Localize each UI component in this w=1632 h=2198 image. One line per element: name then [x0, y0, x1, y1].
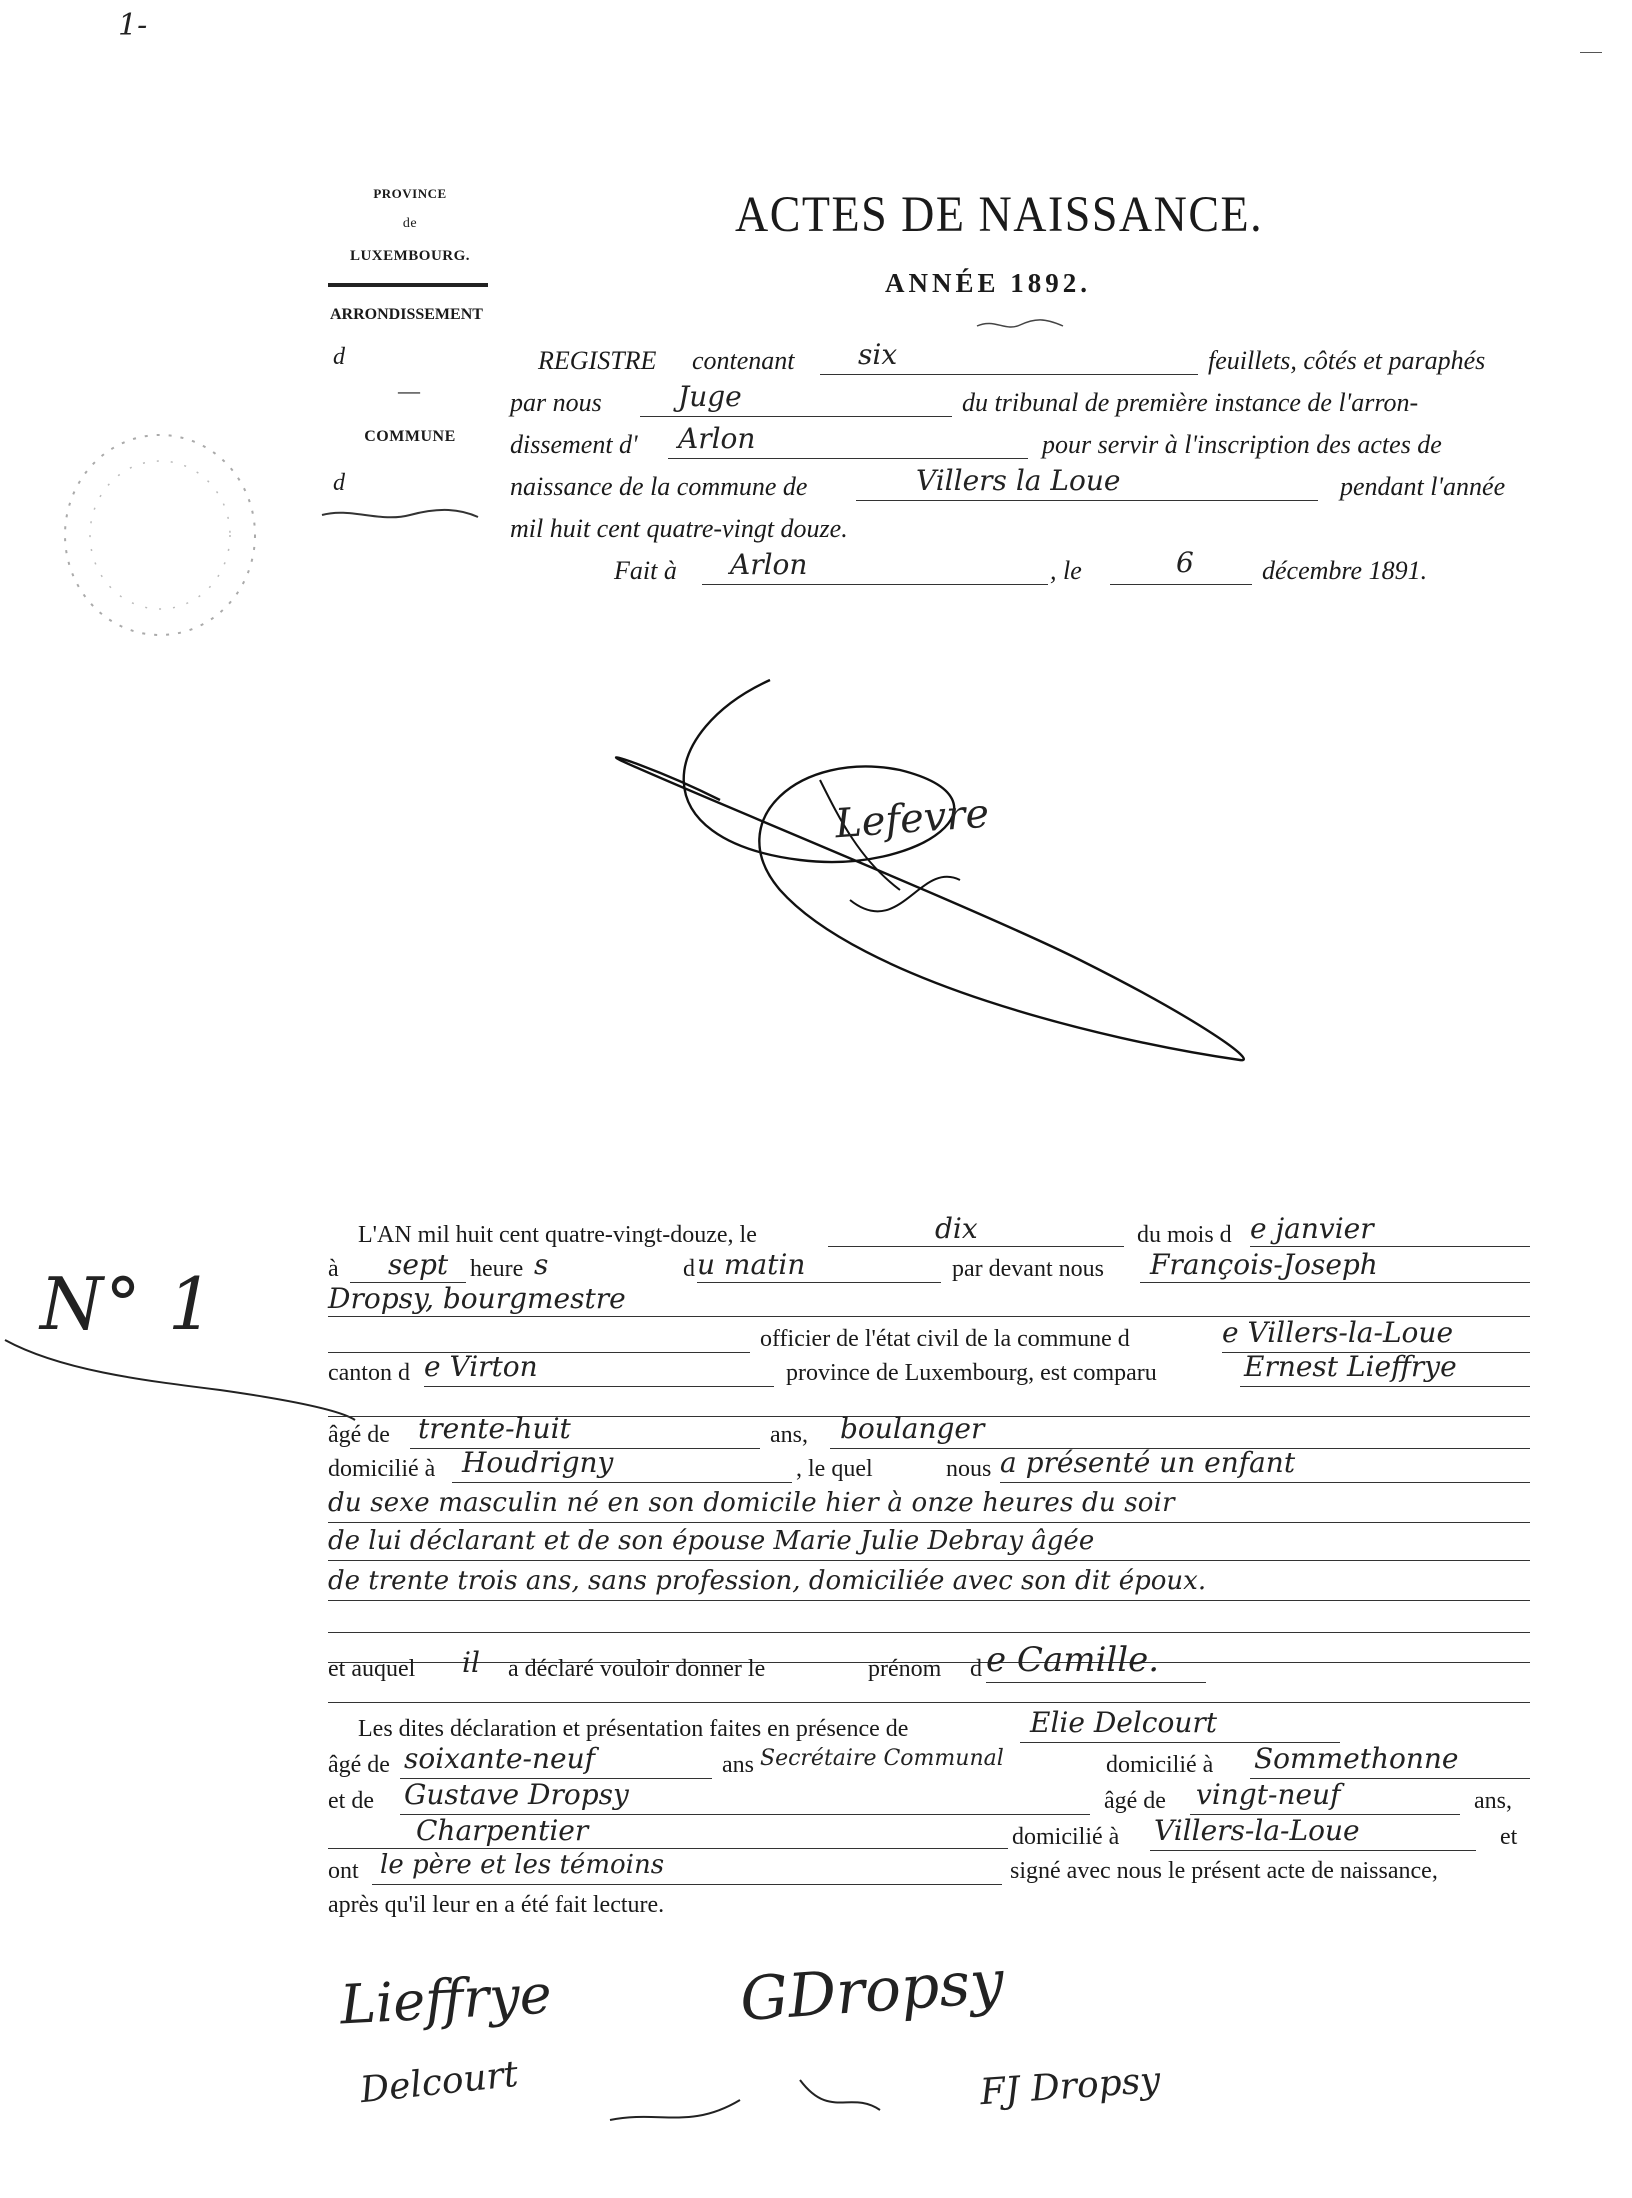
act-l2-fill3 — [1140, 1282, 1530, 1283]
register-l2-fill — [640, 416, 952, 417]
act-l6-b: ans, — [770, 1422, 808, 1448]
act-witness-2-age: vingt-neuf — [1196, 1778, 1341, 1811]
act-l2-d: par devant nous — [952, 1256, 1104, 1282]
act-l15-fill — [1150, 1850, 1476, 1851]
act-month: e janvier — [1250, 1212, 1374, 1245]
act-declarant-profession: boulanger — [840, 1412, 985, 1445]
register-day: 6 — [1176, 546, 1194, 579]
act-l2-a: à — [328, 1256, 339, 1282]
act-l10: de trente trois ans, sans profession, domiciliée avec son dit époux. — [328, 1566, 1207, 1596]
act-declarant-age: trente-huit — [418, 1412, 571, 1445]
margin-dash — [1580, 52, 1602, 53]
seal-stamp — [50, 420, 270, 650]
act-witness-2-profession: Charpentier — [416, 1814, 589, 1847]
act-presented: a présenté un enfant — [1000, 1446, 1296, 1479]
act-number-swash — [0, 1310, 360, 1430]
judge-signature-flourish — [600, 660, 1280, 1080]
left-double-rule — [328, 283, 488, 287]
signature-officer: FJ Dropsy — [978, 2059, 1162, 2114]
act-l15-lead — [328, 1848, 1008, 1849]
left-dash: — — [398, 378, 420, 403]
register-commune: Villers la Loue — [916, 464, 1121, 497]
header-flourish — [975, 318, 1065, 332]
register-l4-a: naissance de la commune de — [510, 472, 808, 501]
act-witness-1-residence: Sommethonne — [1254, 1742, 1459, 1775]
act-l5-fill2 — [1240, 1386, 1530, 1387]
register-l3-fill — [668, 458, 1028, 459]
act-l11-a: et auquel — [328, 1656, 416, 1682]
register-place: Arlon — [730, 548, 808, 581]
act-l14-c: ans, — [1474, 1788, 1512, 1814]
act-l11-fill — [986, 1682, 1206, 1683]
act-l17: après qu'il leur en a été fait lecture. — [328, 1892, 665, 1918]
judge-signature: Lefevre — [833, 790, 991, 848]
act-l14-a: et de — [328, 1788, 374, 1814]
act-witness-1: Elie Delcourt — [1030, 1706, 1218, 1739]
act-l5-b: province de Luxembourg, est comparu — [786, 1360, 1157, 1386]
act-l7-a: domicilié à — [328, 1456, 436, 1482]
register-fait-a: Fait à — [614, 556, 677, 585]
register-day-fill — [1110, 584, 1252, 585]
register-judge: Juge — [678, 380, 742, 413]
act-day: dix — [935, 1212, 978, 1245]
province-de: de — [402, 216, 418, 231]
act-officer-title: Dropsy, bourgmestre — [328, 1282, 626, 1315]
register-l1-c: feuillets, côtés et paraphés — [1208, 346, 1486, 375]
act-l15-a: domicilié à — [1012, 1824, 1120, 1850]
year-heading: ANNÉE 1892. — [885, 268, 1092, 298]
act-declarant-residence: Houdrigny — [462, 1446, 614, 1479]
act-l7-fill — [452, 1482, 792, 1483]
signature-witness-1: Delcourt — [358, 2053, 521, 2112]
act-l11-d: d — [970, 1656, 982, 1682]
act-l2-fill2 — [697, 1282, 941, 1283]
act-l5-fill — [424, 1386, 774, 1387]
act-l16-a: ont — [328, 1858, 359, 1884]
act-l4-a: officier de l'état civil de la commune d — [760, 1326, 1130, 1352]
act-l1-a: L'AN mil huit cent quatre-vingt-douze, le — [358, 1222, 757, 1248]
act-officer-name: François-Joseph — [1150, 1248, 1378, 1281]
register-l2-b: du tribunal de première instance de l'arron- — [962, 388, 1419, 417]
act-child-name: e Camille. — [986, 1640, 1160, 1680]
act-l13-c: domicilié à — [1106, 1752, 1214, 1778]
register-date: décembre 1891. — [1262, 556, 1428, 585]
left-flourish — [320, 505, 480, 525]
arrondissement-d: d — [333, 344, 345, 370]
act-l8: du sexe masculin né en son domicile hier à onze heures du soir — [328, 1488, 1175, 1518]
register-l4-b: pendant l'année — [1340, 472, 1506, 501]
act-l9-fill — [328, 1560, 1530, 1561]
act-l15-b: et — [1500, 1824, 1518, 1850]
act-witness-2-residence: Villers-la-Loue — [1154, 1814, 1360, 1847]
act-commune: e Villers-la-Loue — [1222, 1316, 1454, 1349]
act-hour: sept — [388, 1248, 449, 1281]
act-witness-1-profession: Secrétaire Communal — [760, 1746, 1004, 1771]
act-l4-lead — [328, 1352, 750, 1353]
act-l1-fill — [828, 1246, 1124, 1247]
act-hour-suffix: s — [534, 1248, 549, 1281]
act-canton: e Virton — [424, 1350, 538, 1383]
act-signatories: le père et les témoins — [380, 1850, 665, 1880]
act-time-of-day: u matin — [697, 1248, 806, 1281]
act-l6-a: âgé de — [328, 1422, 390, 1448]
act-l2-c: d — [683, 1256, 695, 1282]
act-declarant: Ernest Lieffrye — [1244, 1350, 1457, 1383]
act-l13-a: âgé de — [328, 1752, 390, 1778]
act-l11-c: prénom — [868, 1656, 942, 1682]
act-l1-fill2 — [1250, 1246, 1530, 1247]
commune-d: d — [333, 470, 345, 496]
register-l4-fill — [856, 500, 1318, 501]
act-l16-b: signé avec nous le présent acte de naissance, — [1010, 1858, 1438, 1884]
act-l7-c: nous — [946, 1456, 992, 1482]
register-l2-a: par nous — [510, 388, 602, 417]
corner-mark: 1- — [118, 8, 148, 43]
register-l1-a: REGISTRE — [538, 346, 657, 375]
act-blank-line-1 — [328, 1632, 1530, 1633]
act-witness-1-age: soixante-neuf — [404, 1742, 595, 1775]
signature-witness-2: GDropsy — [737, 1946, 1007, 2036]
act-l7-fill2 — [1000, 1482, 1530, 1483]
register-l1-b: contenant — [692, 346, 795, 375]
act-l5-a: canton d — [328, 1360, 410, 1386]
register-le: , le — [1050, 556, 1082, 585]
act-l16-fill — [372, 1884, 1002, 1885]
act-pronoun: il — [462, 1646, 480, 1679]
act-l2-b: heure — [470, 1256, 524, 1282]
act-witness-2: Gustave Dropsy — [404, 1778, 629, 1811]
act-l11-b: a déclaré vouloir donner le — [508, 1656, 766, 1682]
commune-label: COMMUNE — [364, 428, 456, 445]
register-l3-b: pour servir à l'inscription des actes de — [1042, 430, 1442, 459]
signature-declarant: Lieffrye — [338, 1962, 554, 2037]
register-l1-fill — [820, 374, 1198, 375]
act-l13-b: ans — [722, 1752, 754, 1778]
act-l8-fill — [328, 1522, 1530, 1523]
act-l1-b: du mois d — [1137, 1222, 1232, 1248]
act-l12-a: Les dites déclaration et présentation faites en présence de — [358, 1716, 909, 1742]
register-place-fill — [702, 584, 1048, 585]
bottom-signature-strokes — [600, 2060, 960, 2140]
register-pages-count: six — [858, 338, 898, 371]
province-label: PROVINCE — [373, 186, 447, 201]
act-l14-b: âgé de — [1104, 1788, 1166, 1814]
act-number: N° 1 — [40, 1262, 216, 1346]
arrondissement-label: ARRONDISSEMENT — [330, 306, 483, 323]
province-name: LUXEMBOURG. — [349, 248, 471, 264]
register-arrondissement: Arlon — [678, 422, 756, 455]
act-blank-line-3 — [328, 1702, 1530, 1703]
page-title: ACTES DE NAISSANCE. — [735, 186, 1264, 243]
act-l10-fill — [328, 1600, 1530, 1601]
register-l3-a: dissement d' — [510, 430, 638, 459]
act-l9: de lui déclarant et de son épouse Marie Julie Debray âgée — [328, 1526, 1095, 1556]
act-l7-b: , le quel — [796, 1456, 873, 1482]
register-l5: mil huit cent quatre-vingt douze. — [510, 514, 848, 543]
